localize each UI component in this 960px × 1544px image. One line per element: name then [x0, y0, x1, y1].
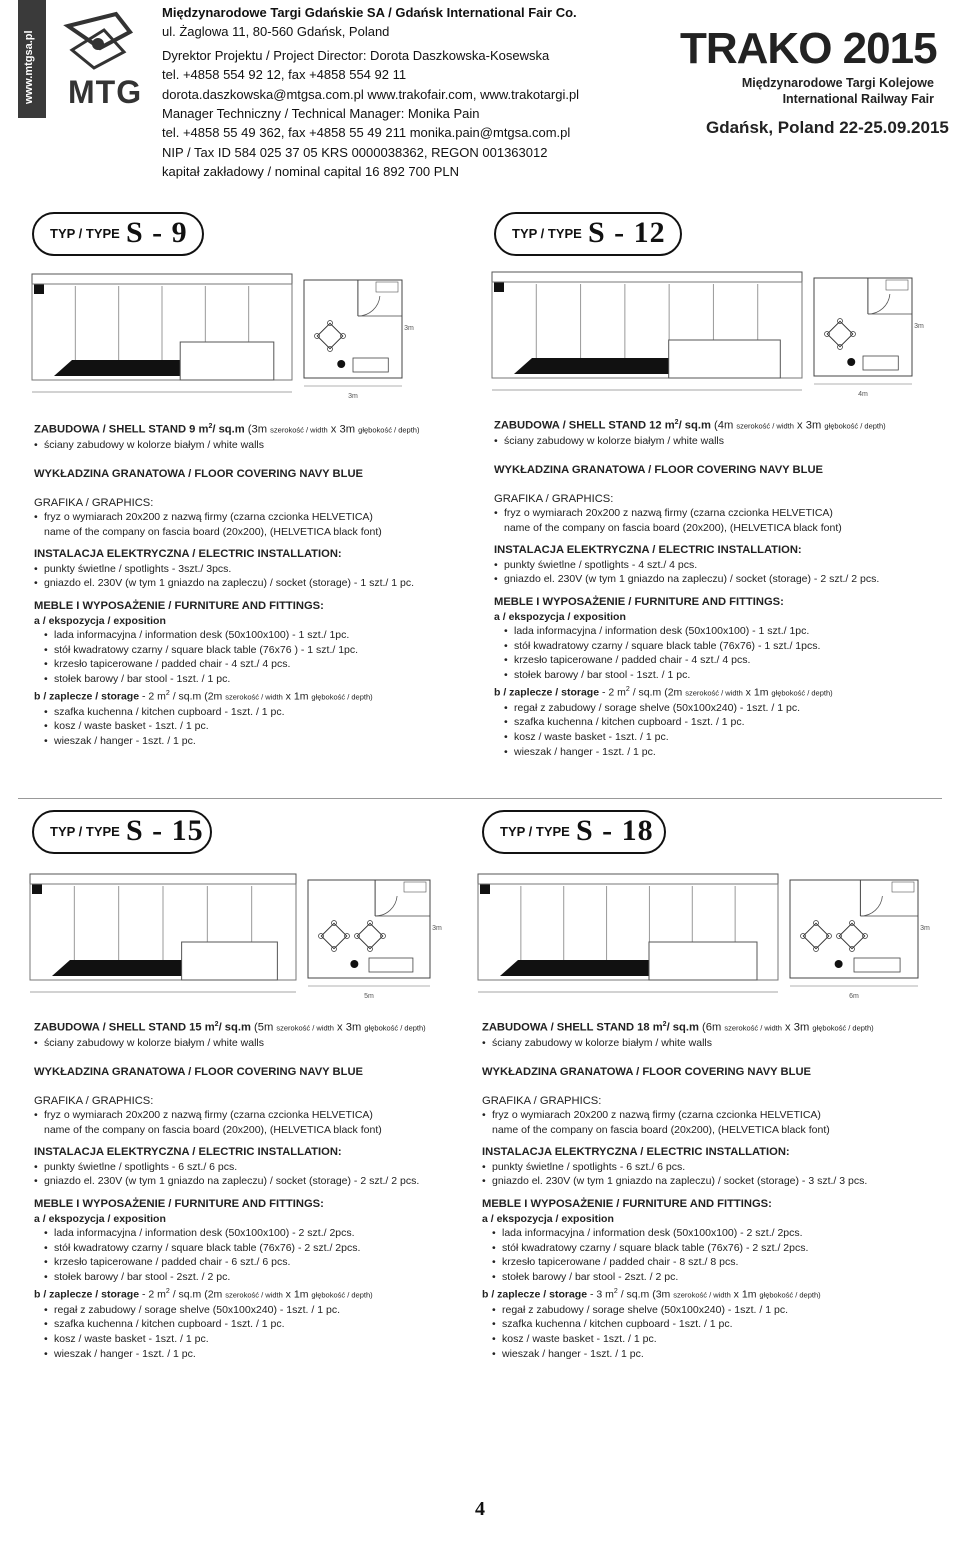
type-badge-s18 — [482, 810, 666, 854]
shell-depth-val: x 3m — [333, 1021, 365, 1034]
exposition-item: • stołek barowy / bar stool - 1szt. / 1 pc. — [34, 672, 474, 687]
bar-stool — [835, 960, 843, 968]
shell-stand-heading — [34, 1018, 474, 1036]
manager-phone-email: tel. +4858 55 49 362, fax +4858 55 49 211 monika.pain@mtgsa.com.pl — [162, 125, 571, 141]
graphics-heading: GRAFIKA / GRAPHICS: — [482, 1094, 602, 1107]
sockets: • gniazdo el. 230V (w tym 1 gniazdo na zapleczu) / socket (storage) - 2 szt./ 2 pcs. — [494, 572, 934, 587]
storage-item: • szafka kuchenna / kitchen cupboard - 1szt. / 1 pc. — [482, 1317, 922, 1332]
graphics-line-2: name of the company on fascia board (20x200), (HELVETICA black font) — [504, 521, 842, 534]
bar-stool — [337, 360, 345, 368]
storage-depth-val: x 1m — [282, 1288, 312, 1301]
type-code: S - 18 — [576, 814, 654, 847]
storage-title: b / zaplecze / storage — [34, 690, 140, 703]
floor-covering: WYKŁADZINA GRANATOWA / FLOOR COVERING NAVY BLUE — [34, 467, 363, 480]
type-code: S - 12 — [588, 216, 666, 249]
type-badge-s12 — [494, 212, 682, 256]
exposition-item: • lada informacyjna / information desk (50x100x100) - 1 szt./ 1pc. — [494, 624, 934, 639]
stand-spec-4 — [482, 1018, 922, 1361]
storage-depth-label: głębokość / depth) — [771, 688, 833, 698]
square-table — [321, 923, 346, 948]
exposition-item: • lada informacyjna / information desk (50x100x100) - 2 szt./ 2pcs. — [34, 1226, 474, 1241]
exposition-heading: a / ekspozycja / exposition — [34, 614, 166, 627]
walls-note: • ściany zabudowy w kolorze białym / white walls — [34, 438, 474, 453]
storage-heading — [482, 1285, 922, 1303]
plan-desk — [863, 356, 898, 370]
shell-stand-heading — [494, 416, 934, 434]
storage-title: b / zaplecze / storage — [494, 686, 600, 699]
shell-unit: / sq.m — [666, 1021, 699, 1034]
storage-item: • regał z zabudowy / sorage shelve (50x100x240) - 1szt. / 1 pc. — [482, 1303, 922, 1318]
electric-heading: INSTALACJA ELEKTRYCZNA / ELECTRIC INSTALLATION: — [34, 548, 342, 561]
storage-area: - 2 m — [599, 686, 626, 699]
spotlight-block — [480, 884, 490, 894]
stand-drawing-3 — [30, 872, 440, 1004]
storage-depth-val: x 1m — [282, 690, 312, 703]
shell-title: ZABUDOWA / SHELL STAND 18 m — [482, 1021, 663, 1034]
walls-note: • ściany zabudowy w kolorze białym / white walls — [34, 1036, 474, 1051]
shell-width-val: (3m — [244, 423, 271, 436]
storage-item: • kosz / waste basket - 1szt. / 1 pc. — [34, 1332, 474, 1347]
square-table — [357, 923, 382, 948]
stand-spec-2 — [494, 416, 934, 759]
storage-width-label: szerokość / width — [685, 688, 743, 698]
mtg-vertical-banner — [18, 0, 46, 118]
storage-item: • regał z zabudowy / sorage shelve (50x100x240) - 1szt. / 1 pc. — [494, 701, 934, 716]
bar-stool — [847, 358, 855, 366]
storage-width-label: szerokość / width — [673, 1290, 731, 1300]
spotlight-block — [494, 282, 504, 292]
sup-2: 2 — [208, 423, 213, 430]
storage-heading — [34, 1285, 474, 1303]
storage-heading — [494, 683, 934, 701]
sup-2: 2 — [625, 685, 630, 693]
fascia-board — [32, 274, 292, 284]
contact-block — [162, 3, 579, 182]
shell-stand-heading — [482, 1018, 922, 1036]
sup-2: 2 — [662, 1021, 667, 1028]
tax-ids: NIP / Tax ID 584 025 37 05 KRS 0000038362, REGON 001363012 — [162, 144, 548, 160]
company-address: ul. Żaglowa 11, 80-560 Gdańsk, Poland — [162, 24, 390, 40]
floor-covering: WYKŁADZINA GRANATOWA / FLOOR COVERING NAVY BLUE — [34, 1065, 363, 1078]
cupboard — [404, 882, 426, 892]
trako-subtitle-pl: Międzynarodowe Targi Kolejowe — [741, 76, 934, 90]
bar-stool — [350, 960, 358, 968]
storage-width-label: szerokość / width — [225, 692, 283, 702]
storage-item: • wieszak / hanger - 1szt. / 1 pc. — [482, 1347, 922, 1362]
info-desk — [669, 340, 781, 378]
shell-depth-label: głębokość / depth) — [358, 425, 420, 435]
depth-dimension: 3m — [404, 325, 414, 332]
shell-depth-label: głębokość / depth) — [824, 421, 886, 431]
director-email-web: dorota.daszkowska@mtgsa.com.pl www.trakofair.com, www.trakotargi.pl — [162, 86, 580, 102]
nominal-capital: kapitał zakładowy / nominal capital 16 892 700 PLN — [162, 164, 460, 180]
storage-item: • szafka kuchenna / kitchen cupboard - 1szt. / 1 pc. — [494, 715, 934, 730]
storage-heading — [34, 687, 474, 705]
sockets: • gniazdo el. 230V (w tym 1 gniazdo na zapleczu) / socket (storage) - 1 szt./ 1 pc. — [34, 576, 474, 591]
furniture-heading: MEBLE I WYPOSAŻENIE / FURNITURE AND FITTINGS: — [34, 1198, 324, 1211]
walls-note: • ściany zabudowy w kolorze białym / white walls — [482, 1036, 922, 1051]
storage-item: • kosz / waste basket - 1szt. / 1 pc. — [34, 719, 474, 734]
cupboard — [886, 280, 908, 290]
shell-unit: / sq.m — [218, 1021, 251, 1034]
walls-note: • ściany zabudowy w kolorze białym / white walls — [494, 434, 934, 449]
shell-unit: / sq.m — [212, 423, 245, 436]
storage-item: • regał z zabudowy / sorage shelve (50x100x240) - 1szt. / 1 pc. — [34, 1303, 474, 1318]
graphics-line-1: • fryz o wymiarach 20x200 z nazwą firmy (czarna czcionka HELVETICA) — [494, 506, 934, 521]
sockets: • gniazdo el. 230V (w tym 1 gniazdo na zapleczu) / socket (storage) - 3 szt./ 3 pcs. — [482, 1174, 922, 1189]
shell-width-val: (4m — [710, 419, 737, 432]
page-number: 4 — [475, 1498, 485, 1520]
exposition-item: • krzesło tapicerowane / padded chair - 6 szt./ 6 pcs. — [34, 1255, 474, 1270]
stand-drawing-1 — [32, 272, 412, 408]
graphics-line-1: • fryz o wymiarach 20x200 z nazwą firmy (czarna czcionka HELVETICA) — [34, 1108, 474, 1123]
sup-2: 2 — [613, 1287, 618, 1295]
exposition-item: • lada informacyjna / information desk (50x100x100) - 2 szt./ 2pcs. — [482, 1226, 922, 1241]
storage-depth-val: x 1m — [730, 1288, 760, 1301]
graphics-line-2: name of the company on fascia board (20x200), (HELVETICA black font) — [492, 1123, 830, 1136]
storage-area: - 2 m — [139, 1288, 166, 1301]
technical-manager: Manager Techniczny / Technical Manager: Monika Pain — [162, 106, 480, 122]
trako-title: TRAKO 2015 — [680, 24, 937, 73]
spotlight-block — [34, 284, 44, 294]
storage-item: • kosz / waste basket - 1szt. / 1 pc. — [494, 730, 934, 745]
electric-heading: INSTALACJA ELEKTRYCZNA / ELECTRIC INSTALLATION: — [494, 544, 802, 557]
electric-heading: INSTALACJA ELEKTRYCZNA / ELECTRIC INSTALLATION: — [34, 1146, 342, 1159]
shell-width-label: szerokość / width — [270, 425, 328, 435]
stand-drawing-2 — [492, 270, 922, 406]
stand-spec-1 — [34, 420, 474, 749]
shell-title: ZABUDOWA / SHELL STAND 15 m — [34, 1021, 215, 1034]
exposition-item: • stół kwadratowy czarny / square black table (76x76) - 1 szt./ 1pcs. — [494, 639, 934, 654]
door-swing — [375, 896, 397, 916]
spotlight-block — [32, 884, 42, 894]
fascia-board — [30, 874, 296, 884]
sup-2: 2 — [165, 1287, 170, 1295]
depth-dimension: 3m — [432, 925, 442, 932]
exposition-item: • stołek barowy / bar stool - 1szt. / 1 pc. — [494, 668, 934, 683]
shell-width-label: szerokość / width — [736, 421, 794, 431]
fascia-board — [478, 874, 778, 884]
square-table — [317, 323, 342, 348]
square-table — [827, 321, 852, 346]
storage-width-val: / sq.m (2m — [169, 1288, 226, 1301]
cupboard — [892, 882, 914, 892]
plan-desk — [854, 958, 900, 972]
shell-width-val: (5m — [250, 1021, 277, 1034]
type-label: TYP / TYPE — [50, 226, 120, 241]
type-label: TYP / TYPE — [500, 824, 570, 839]
stand-drawing-4 — [478, 872, 928, 1004]
director-phone: tel. +4858 554 92 12, fax +4858 554 92 11 — [162, 67, 407, 83]
shell-unit: / sq.m — [678, 419, 711, 432]
width-dimension: 5m — [364, 993, 374, 1000]
graphics-line-2: name of the company on fascia board (20x200), (HELVETICA black font) — [44, 1123, 382, 1136]
section-divider — [18, 798, 942, 799]
exposition-item: • stół kwadratowy czarny / square black table (76x76) - 2 szt./ 2pcs. — [482, 1241, 922, 1256]
graphics-line-1: • fryz o wymiarach 20x200 z nazwą firmy (czarna czcionka HELVETICA) — [34, 510, 474, 525]
shell-width-val: (6m — [698, 1021, 725, 1034]
storage-width-val: / sq.m (3m — [617, 1288, 674, 1301]
sup-2: 2 — [674, 419, 679, 426]
square-table — [839, 923, 864, 948]
graphics-line-1: • fryz o wymiarach 20x200 z nazwą firmy (czarna czcionka HELVETICA) — [482, 1108, 922, 1123]
furniture-heading: MEBLE I WYPOSAŻENIE / FURNITURE AND FITTINGS: — [494, 596, 784, 609]
width-dimension: 6m — [849, 993, 859, 1000]
info-desk — [649, 942, 757, 980]
graphics-heading: GRAFIKA / GRAPHICS: — [34, 496, 154, 509]
exposition-heading: a / ekspozycja / exposition — [34, 1212, 166, 1225]
fascia-board — [492, 272, 802, 282]
spotlights: • punkty świetlne / spotlights - 4 szt./ 4 pcs. — [494, 558, 934, 573]
storage-item: • wieszak / hanger - 1szt. / 1 pc. — [34, 1347, 474, 1362]
furniture-heading: MEBLE I WYPOSAŻENIE / FURNITURE AND FITTINGS: — [34, 600, 324, 613]
mtg-logo-text: MTG — [68, 74, 143, 110]
door-swing — [358, 296, 380, 316]
storage-item: • wieszak / hanger - 1szt. / 1 pc. — [494, 745, 934, 760]
type-code: S - 9 — [126, 216, 188, 249]
storage-area: - 2 m — [139, 690, 166, 703]
shell-depth-label: głębokość / depth) — [812, 1023, 874, 1033]
width-dimension: 4m — [858, 391, 868, 398]
floor-covering: WYKŁADZINA GRANATOWA / FLOOR COVERING NAVY BLUE — [482, 1065, 811, 1078]
storage-item: • szafka kuchenna / kitchen cupboard - 1szt. / 1 pc. — [34, 705, 474, 720]
storage-width-label: szerokość / width — [225, 1290, 283, 1300]
exposition-item: • stół kwadratowy czarny / square black table (76x76 ) - 1 szt./ 1pc. — [34, 643, 474, 658]
type-badge-s9 — [32, 212, 204, 256]
exposition-item: • krzesło tapicerowane / padded chair - 4 szt./ 4 pcs. — [34, 657, 474, 672]
door-swing — [860, 896, 882, 916]
shell-depth-label: głębokość / depth) — [364, 1023, 426, 1033]
graphics-line-2: name of the company on fascia board (20x200), (HELVETICA black font) — [44, 525, 382, 538]
storage-width-val: / sq.m (2m — [169, 690, 226, 703]
spotlights: • punkty świetlne / spotlights - 3szt./ 3pcs. — [34, 562, 474, 577]
exposition-item: • stołek barowy / bar stool - 2szt. / 2 pc. — [482, 1270, 922, 1285]
furniture-heading: MEBLE I WYPOSAŻENIE / FURNITURE AND FITTINGS: — [482, 1198, 772, 1211]
type-code: S - 15 — [126, 814, 204, 847]
trako-location-dates: Gdańsk, Poland 22-25.09.2015 — [706, 118, 949, 137]
exposition-item: • stół kwadratowy czarny / square black table (76x76) - 2 szt./ 2pcs. — [34, 1241, 474, 1256]
graphics-heading: GRAFIKA / GRAPHICS: — [34, 1094, 154, 1107]
project-director: Dyrektor Projektu / Project Director: Dorota Daszkowska-Kosewska — [162, 47, 550, 63]
electric-heading: INSTALACJA ELEKTRYCZNA / ELECTRIC INSTALLATION: — [482, 1146, 790, 1159]
storage-width-val: / sq.m (2m — [629, 686, 686, 699]
exposition-heading: a / ekspozycja / exposition — [494, 610, 626, 623]
shell-stand-heading — [34, 420, 474, 438]
storage-title: b / zaplecze / storage — [482, 1288, 588, 1301]
type-badge-s15 — [32, 810, 212, 854]
spotlights: • punkty świetlne / spotlights - 6 szt./ 6 pcs. — [34, 1160, 474, 1175]
info-desk — [180, 342, 274, 380]
spotlights: • punkty świetlne / spotlights - 6 szt./ 6 pcs. — [482, 1160, 922, 1175]
floor-covering: WYKŁADZINA GRANATOWA / FLOOR COVERING NAVY BLUE — [494, 463, 823, 476]
shell-title: ZABUDOWA / SHELL STAND 9 m — [34, 423, 209, 436]
exposition-item: • stołek barowy / bar stool - 2szt. / 2 pc. — [34, 1270, 474, 1285]
shell-depth-val: x 3m — [793, 419, 825, 432]
sup-2: 2 — [214, 1021, 219, 1028]
storage-depth-label: głębokość / depth) — [311, 1290, 373, 1300]
company-name: Międzynarodowe Targi Gdańskie SA / Gdańsk International Fair Co. — [162, 5, 577, 20]
square-table — [803, 923, 828, 948]
shell-width-label: szerokość / width — [276, 1023, 334, 1033]
depth-dimension: 3m — [914, 323, 924, 330]
storage-depth-val: x 1m — [742, 686, 772, 699]
exposition-item: • krzesło tapicerowane / padded chair - 4 szt./ 4 pcs. — [494, 653, 934, 668]
storage-area: - 3 m — [587, 1288, 614, 1301]
website-vertical: www.mtgsa.pl — [23, 30, 35, 104]
type-label: TYP / TYPE — [50, 824, 120, 839]
shell-depth-val: x 3m — [327, 423, 359, 436]
shell-title: ZABUDOWA / SHELL STAND 12 m — [494, 419, 675, 432]
sup-2: 2 — [165, 689, 170, 697]
exposition-item: • lada informacyjna / information desk (50x100x100) - 1 szt./ 1pc. — [34, 628, 474, 643]
depth-dimension: 3m — [920, 925, 930, 932]
width-dimension: 3m — [348, 393, 358, 400]
shell-depth-val: x 3m — [781, 1021, 813, 1034]
sockets: • gniazdo el. 230V (w tym 1 gniazdo na zapleczu) / socket (storage) - 2 szt./ 2 pcs. — [34, 1174, 474, 1189]
storage-item: • szafka kuchenna / kitchen cupboard - 1szt. / 1 pc. — [34, 1317, 474, 1332]
info-desk — [182, 942, 278, 980]
storage-title: b / zaplecze / storage — [34, 1288, 140, 1301]
exposition-heading: a / ekspozycja / exposition — [482, 1212, 614, 1225]
type-label: TYP / TYPE — [512, 226, 582, 241]
plan-desk — [353, 358, 388, 372]
storage-depth-label: głębokość / depth) — [759, 1290, 821, 1300]
door-swing — [868, 294, 890, 314]
cupboard — [376, 282, 398, 292]
stand-spec-3 — [34, 1018, 474, 1361]
storage-item: • wieszak / hanger - 1szt. / 1 pc. — [34, 734, 474, 749]
exposition-item: • krzesło tapicerowane / padded chair - 8 szt./ 8 pcs. — [482, 1255, 922, 1270]
shell-width-label: szerokość / width — [724, 1023, 782, 1033]
storage-item: • kosz / waste basket - 1szt. / 1 pc. — [482, 1332, 922, 1347]
storage-depth-label: głębokość / depth) — [311, 692, 373, 702]
graphics-heading: GRAFIKA / GRAPHICS: — [494, 492, 614, 505]
plan-desk — [369, 958, 413, 972]
trako-subtitle-en: International Railway Fair — [782, 92, 934, 106]
